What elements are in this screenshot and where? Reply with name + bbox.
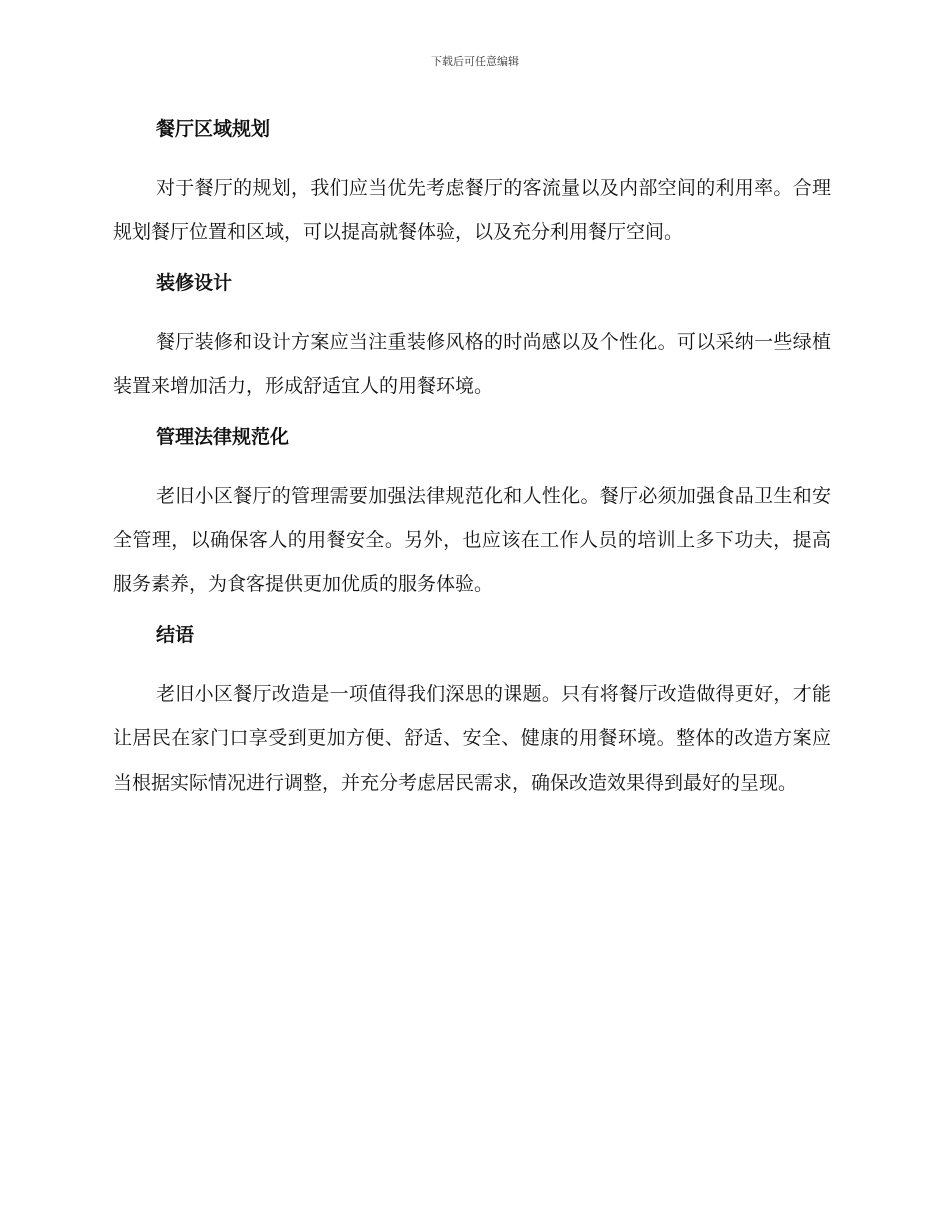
section-heading-conclusion: 结语 — [156, 623, 195, 646]
section-paragraph-conclusion: 老旧小区餐厅改造是一项值得我们深思的课题。只有将餐厅改造做得更好，才能让居民在家门口享受到更加方便、舒适、安全、健康的用餐环境。整体的改造方案应当根据实际情况进行调整，并充分考虑居民需求，确保改造效果得到最好的呈现。 — [113, 682, 831, 794]
section-heading-management-regulation: 管理法律规范化 — [156, 425, 290, 448]
section-paragraph-decoration-design: 餐厅装修和设计方案应当注重装修风格的时尚感以及个性化。可以采纳一些绿植装置来增加活力，形成舒适宜人的用餐环境。 — [113, 330, 831, 398]
section-heading-restaurant-area-planning: 餐厅区域规划 — [156, 118, 271, 140]
section-paragraph-management-regulation: 老旧小区餐厅的管理需要加强法律规范化和人性化。餐厅必须加强食品卫生和安全管理，以确保客人的用餐安全。另外，也应该在工作人员的培训上多下功夫，提高服务素养，为食客提供更加优质的服务体验。 — [113, 484, 831, 596]
document-body — [113, 112, 831, 816]
page-header: 下载后可任意编辑 — [431, 55, 519, 68]
section-paragraph-restaurant-area-planning: 对于餐厅的规划，我们应当优先考虑餐厅的客流量以及内部空间的利用率。合理规划餐厅位置和区域，可以提高就餐体验，以及充分利用餐厅空间。 — [113, 177, 831, 244]
section-heading-decoration-design: 装修设计 — [156, 271, 233, 294]
